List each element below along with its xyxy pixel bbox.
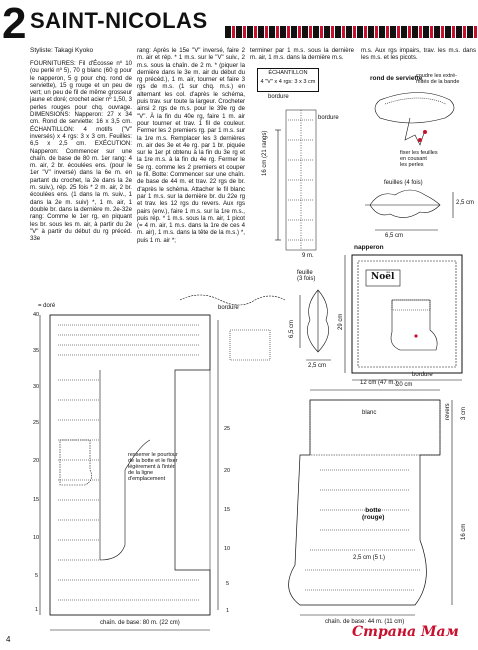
section-number: 2 — [2, 0, 27, 48]
sample-box-label: ÉCHANTILLON 4 "V" x 4 rgs: 3 x 3 cm — [260, 70, 316, 85]
label-revers: revers — [445, 403, 451, 420]
row-r25: 25 — [224, 426, 231, 432]
row-25: 25 — [33, 420, 40, 426]
row-1: 1 — [35, 607, 39, 613]
stylist-credit: Styliste: Takagi Kyoko — [30, 47, 94, 54]
row-20: 20 — [33, 458, 40, 464]
label-dim-2-5: 2,5 cm (5 t.) — [353, 555, 386, 561]
label-chain-80: chaîn. de base: 80 m. (22 cm) — [100, 620, 180, 626]
label-bordure-right: bordure — [318, 115, 339, 121]
row-35: 35 — [33, 348, 40, 354]
label-feuilles-4: feuilles (4 fois) — [384, 180, 423, 186]
label-dim-3: 3 cm — [461, 406, 467, 420]
page-number: 4 — [6, 635, 11, 644]
label-napperon: napperon — [354, 244, 384, 251]
instructions-col-4: m.s. Aux rgs impairs, trav. les m.s. dans les m.s. et les picots. — [361, 47, 476, 62]
label-dim-16: 16 cm — [461, 523, 467, 540]
label-bordure-top: bordure — [268, 94, 289, 100]
leaf-chart-horizontal — [365, 190, 453, 230]
watermark: Страна Мам — [352, 624, 459, 640]
row-40: 40 — [33, 312, 40, 318]
row-10: 10 — [33, 535, 40, 541]
label-resserrer: resserrer le pourtour de la botte et le fixer légèrement à l'intér. de la ligne d'emplacement — [128, 452, 178, 482]
label-botte-rouge: botte (rouge) — [362, 507, 385, 521]
label-bordure-left: bordure — [218, 305, 239, 311]
label-dim-12-47: 12 cm (47 m.) — [360, 380, 398, 386]
label-dim-9m: 9 m. — [302, 253, 314, 259]
label-dim-25: 2,5 cm — [456, 200, 475, 206]
label-dim-16-21: 16 cm (21 rangs) — [262, 130, 268, 176]
label-dim-25-feuille: 2,5 cm — [308, 363, 327, 369]
boot-chart — [289, 390, 452, 615]
page-title: SAINT-NICOLAS — [30, 8, 208, 33]
label-chain-44: chaîn. de base: 44 m. (11 cm) — [325, 619, 405, 625]
label-noel: Noël — [371, 272, 395, 282]
instructions-col-3: terminer par 1 m.s. sous la dernière m. air, 1 m.s. dans la dernière m.s. — [250, 47, 354, 62]
row-r5: 5 — [226, 581, 230, 587]
napkin-ring-chart — [275, 110, 316, 250]
instructions-col-2: rang: Après le 15e "V" inversé, faire 2 m. air et rép. * 1 m.s. sur le "V" suiv., 2 m.s. sous la chaîn. de 2 m. * (piquer la dernière dans le 3e m. air du début du rg précéd.), 1 m. air, tourner et faire 3 rgs de m.s. (1 sur chq. m.s.) en alternant les col. d'après le schéma, puis trav. sur toute la largeur. Crocheter ainsi 2 rgs de m.s. pour le 39e rg de "V". À la fin du 40e rg, faire 1 m. air pour tourner et trav. 1 fil de couleur. Fermer les 2 premiers rg. par 1 m.s. sur la 1re m.s. Remplacer les 3 dernières m. air des 3e et 4e rg. par 1 br. piquée sur le 1er pt obtenu à la fin du 3e rg et la 1re m.s. à la fin du 4e rg. Fermer le 5e rg. comme les 2 premiers et couper le fil. Botte: Commencer sur une chaîn. de base de 44 m. et trav. 22 rgs de br. d'après le schéma. Attacher le fil blanc par 1 m.s. sur la dernière br. du 22e rg et trav. les 12 rgs du revers. Aux rgs pairs (env.), faire 1 m.s. sur la 1re m.s., puis rép. * 1 m.s. sous la m. air, 1 picot (= 4 m. air, 1 m.s. dans la 1re de ces 4 m. air), 1 m.s. dans la tête de la m.s.) *, puis 1 m. air *; — [137, 47, 245, 244]
label-nappe-29: 29 cm — [338, 313, 344, 330]
row-15: 15 — [33, 497, 40, 503]
row-r20: 20 — [224, 468, 231, 474]
label-rond-serviette: rond de serviette — [370, 75, 423, 82]
napkin-ring-illustration — [375, 93, 454, 146]
label-bordure-napkin: bordure — [412, 372, 433, 378]
label-fixer-feuilles: fixer les feuilles en cousant les perles — [400, 150, 438, 168]
label-dore: = doré — [38, 303, 56, 309]
row-5: 5 — [35, 573, 39, 579]
instructions-col-1: FOURNITURES: Fil d'Écosse nº 10 (ou perlé nº 5), 70 g blanc (60 g pour le napperon, 5 g pour chq. rond de serviette), 15 g rouge et un peu de vert; un peu de fil de même grosseur jaune et doré; crochet acier nº 1,50, 3 perles rouges pour chq. ouvrage. DIMENSIONS: Napperon: 27 x 34 cm. Rond de serviette: 16 x 3,5 cm. ÉCHANTILLON: 4 motifs ("V" inversés) x 4 rgs: 3 x 3 cm. Feuilles: 6,5 x 2,5 cm. EXÉCUTION: Napperon: Commencer sur une chaîn. de base de 80 m. 1er rang: 4 m. air, 2 br. écoulées ens. (pour le 1er "V" inversé) dans la 6e m. en partant du crochet, la 2e dans la 2e m. suiv.), rép. 25 fois * 2 m. air, 2 br. écoulées ens. (1 dans la m. suiv., 1 dans la 2e m. suiv) *, 1 m. air, 1 double br. dans la dernière m. 2e-32e rang: Comme le 1er rg, en piquant les br. sous les m. air, à partir du 2e "V" à partir du début du rg précéd. 33e — [30, 60, 132, 243]
leaf-chart-vertical — [300, 290, 331, 360]
label-feuille-3: feuille (3 fois) — [297, 270, 316, 282]
row-r10: 10 — [224, 546, 231, 552]
placemat-illustration — [345, 255, 462, 380]
label-blanc: blanc — [362, 410, 377, 416]
label-nappe-20: 20 cm — [396, 382, 413, 388]
label-dim-65: 6,5 cm — [385, 233, 404, 239]
row-30: 30 — [33, 384, 40, 390]
row-r1: 1 — [226, 608, 230, 614]
label-coudre: coudre les extré- mités de la bande — [416, 73, 460, 85]
label-dim-65-feuille: 6,5 cm — [289, 319, 295, 338]
row-r15: 15 — [224, 507, 231, 513]
